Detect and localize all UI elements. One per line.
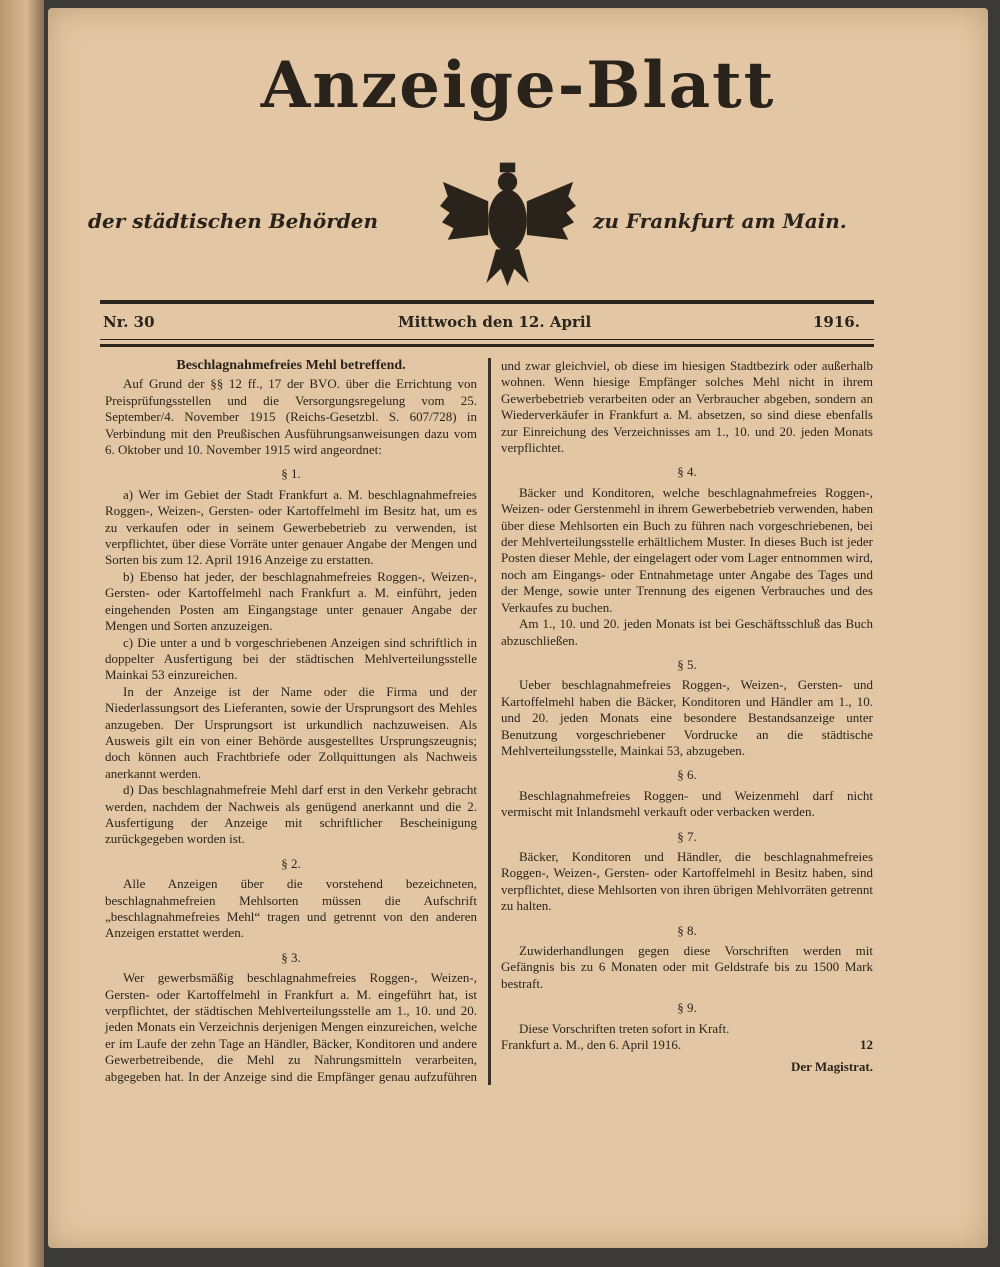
- adjacent-page-edge: [0, 0, 44, 1267]
- section-5-text: Ueber beschlagnahmefreies Roggen-, Weizen-, Gersten- und Kartoffelmehl haben die Bäcker, Konditoren und Händler am 1., 10. und 20. jeden Monats eine besondere Bestandsanzeige unter Benutzung vorgeschriebener Vordrucke an die städtische Mehlverteilungsstelle, Mainkai 53, abzugeben.: [501, 677, 873, 758]
- masthead-rule-top: [100, 300, 874, 304]
- masthead-subtitle-left: der städtischen Behörden: [88, 209, 378, 233]
- masthead-rule-bottom: [100, 344, 874, 347]
- reference-number: 12: [860, 1037, 873, 1053]
- section-8-heading: § 8.: [677, 922, 697, 938]
- section-1c: c) Die unter a und b vorgeschriebenen Anzeigen sind schriftlich in doppelter Ausfertigung bei der städtischen Mehlverteilungsstelle Mainkai 53 einzureichen.: [105, 634, 477, 683]
- section-6-text: Beschlagnahmefreies Roggen- und Weizenmehl darf nicht vermischt mit Inlandsmehl verkauft oder verbacken werden.: [501, 787, 873, 820]
- article-heading: Beschlagnahmefreies Mehl betreffend.: [176, 358, 406, 373]
- newspaper-page: [48, 8, 988, 1248]
- section-1c-detail: In der Anzeige ist der Name oder die Firma und der Niederlassungsort des Lieferanten, sowie der Ursprungsort des Mehles anzugeben. Der Ursprungsort ist urkundlich nachzuweisen. Als Ausweis gilt ein von einer Behörde ausgestelltes Ursprungszeugnis; doch können auch Frachtbriefe oder Zollquittungen als Nachweis anerkannt werden.: [105, 683, 477, 781]
- section-5-heading: § 5.: [677, 656, 697, 672]
- masthead-subtitle-right: zu Frankfurt am Main.: [593, 209, 847, 233]
- eagle-emblem-icon: [438, 153, 578, 288]
- section-1-heading: § 1.: [281, 466, 301, 482]
- section-1b: b) Ebenso hat jeder, der beschlagnahmefreies Roggen-, Weizen-, Gersten- oder Kartoffelmehl nach Frankfurt a. M. einführt, jeden eingehenden Posten am Eingangstage unter genauer Angabe der Mengen und Sorten anzuzeigen.: [105, 568, 477, 634]
- masthead-rule-mid: [100, 339, 874, 340]
- section-1d: d) Das beschlagnahmefreie Mehl darf erst in den Verkehr gebracht werden, nachdem der Nachweis als genügend anerkannt und die 2. Ausfertigung der Anzeige mit schriftlicher Bescheinigung zurückgegeben worden ist.: [105, 782, 477, 847]
- section-4-text-2: Am 1., 10. und 20. jeden Monats ist bei Geschäftsschluß das Buch abzuschließen.: [501, 616, 873, 648]
- section-2-text: Alle Anzeigen über die vorstehend bezeichneten, beschlagnahmefreien Mehlsorten müssen die Aufschrift „beschlagnahmefreies Mehl“ tragen und getrennt von den anderen Anzeigen erstattet werden.: [105, 876, 477, 941]
- section-4-text: Bäcker und Konditoren, welche beschlagnahmefreies Roggen-, Weizen- oder Gerstenmehl in ihrem Gewerbebetrieb verwenden, haben über diese Mehlsorten ein Buch zu führen nach vorgeschriebenen, bei der Mehlverteilungsstelle erhältlichem Muster. In dieses Buch ist jeder Posten dieser Mehle, der eingelagert oder vom Lager entnommen wird, noch am Eingangs- oder Entnahmetage unter Angabe des Tages und der Menge, sowie unter Trennung des eigenen Verbrauches und des Verkaufes zu buchen.: [501, 484, 873, 615]
- section-9-text: Diese Vorschriften treten sofort in Kraft.: [519, 1020, 730, 1036]
- section-1a: a) Wer im Gebiet der Stadt Frankfurt a. M. beschlagnahmefreies Roggen-, Weizen-, Gersten- oder Kartoffelmehl im Besitz hat, um es zu verkaufen oder in seinem Gewerbebetrieb zu verwenden, ist verpflichtet, über diese Vorräte unter genauer Angabe der Mengen und Sorten bis zum 12. April 1916 Anzeige zu erstatten.: [105, 486, 477, 568]
- issue-date: Mittwoch den 12. April: [398, 313, 592, 331]
- article-intro: Auf Grund der §§ 12 ff., 17 der BVO. über die Errichtung von Preisprüfungsstellen und die Versorgungsregelung vom 25. September/4. November 1915 (Reichs-Gesetzbl. S. 607/728) in Verbindung mit den Preußischen Ausführungsanweisungen dazu vom 6. Oktober und 10. November 1915 wird angeordnet:: [105, 376, 477, 458]
- section-7-text: Bäcker, Konditoren und Händler, die beschlagnahmefreies Roggen-, Weizen-, Gersten- oder Kartoffelmehl in Besitz haben, sind verpflichtet, diese Mehlsorten von ihren übrigen Mehlvorräten getrennt zu halten.: [501, 848, 873, 914]
- masthead-title: Anzeige-Blatt: [260, 48, 776, 123]
- section-3-heading: § 3.: [281, 949, 301, 965]
- article-columns: [105, 358, 873, 1085]
- section-2-heading: § 2.: [281, 855, 301, 871]
- section-6-heading: § 6.: [677, 767, 697, 783]
- issue-number: Nr. 30: [103, 313, 155, 331]
- section-7-heading: § 7.: [677, 828, 697, 844]
- issue-year: 1916.: [813, 313, 860, 331]
- signature: Der Magistrat.: [790, 1059, 873, 1075]
- section-3-text: Wer gewerbsmäßig beschlagnahmefreies Roggen-, Weizen-, Gersten- oder Kartoffelmehl in Frankfurt a. M. eingeführt hat, ist verpflichtet, der städtischen Mehlverteilungsstelle am 1., 10. und 20. jeden Monats ein Verzeichnis derjenigen Mengen einzureichen, welche er im Laufe der zehn Tage an Händler, Bäcker, Konditoren und andere Gewerbetreibende, die Mehl zu Nahrungsmitteln verarbeiten, abgegeben hat. In der Anzeige sind die Empfänger genau aufzuführen und zwar gleichviel, ob diese im hiesigen Stadtbezirk oder außerhalb wohnen. Wenn hiesige Empfänger solches Mehl nicht in ihrem Gewerbebetrieb verarbeiten oder an Verbraucher abgeben, sondern an Wiederverkäufer in Frankfurt a. M. absetzen, so sind diese ebenfalls zur Einreichung des Verzeichnisses am 1., 10. und 20. jeden Monats verpflichtet.: [105, 358, 873, 1084]
- section-4-heading: § 4.: [677, 464, 697, 480]
- place-date: Frankfurt a. M., den 6. April 1916.: [501, 1037, 682, 1053]
- place-date-line: [501, 1037, 873, 1053]
- section-8-text: Zuwiderhandlungen gegen diese Vorschriften werden mit Gefängnis bis zu 6 Monaten oder mit Geldstrafe bis zu 1500 Mark bestraft.: [501, 943, 873, 991]
- section-9-heading: § 9.: [677, 1000, 697, 1016]
